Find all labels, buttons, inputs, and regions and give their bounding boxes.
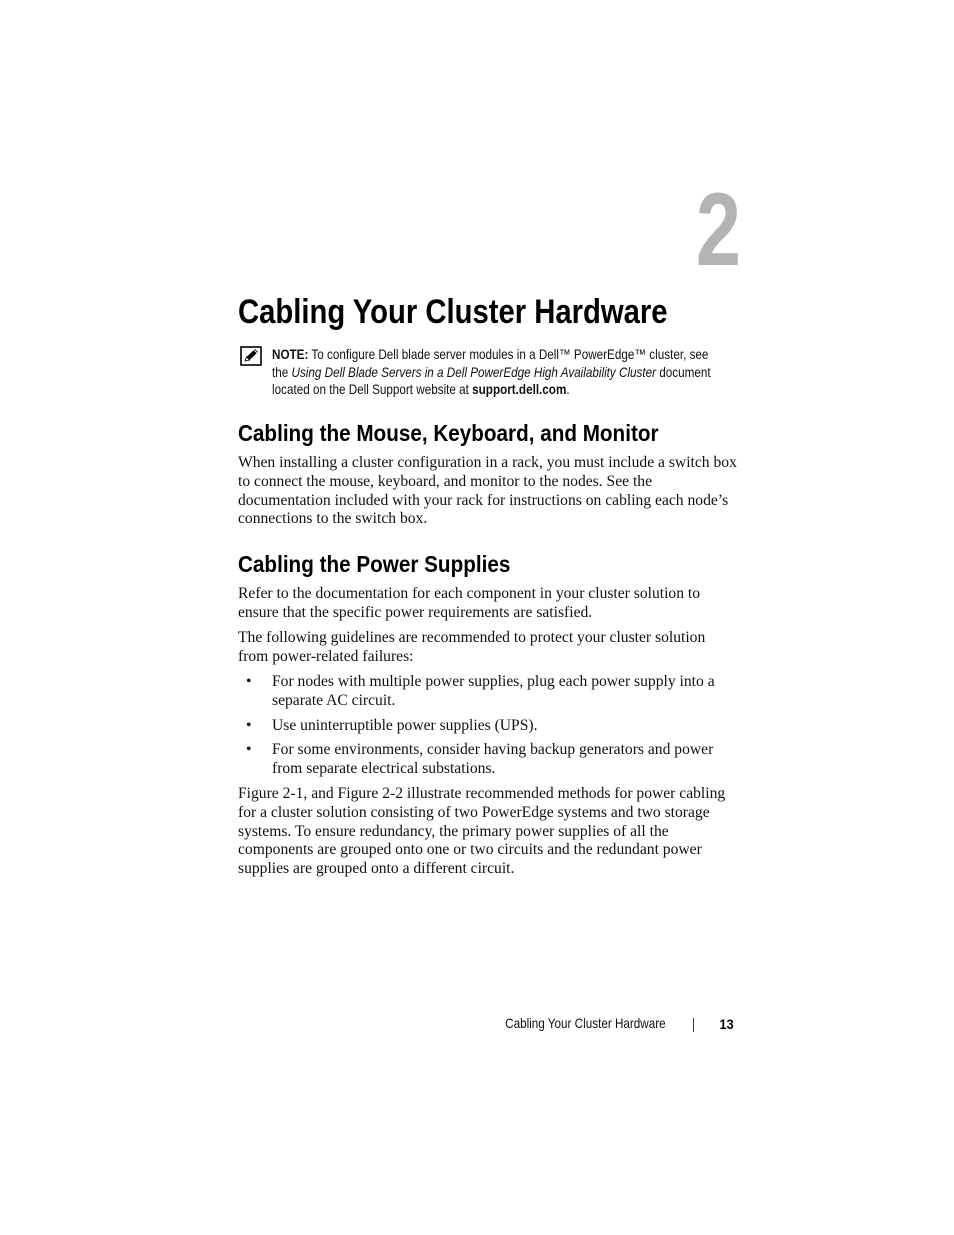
paragraph-figures: Figure 2-1, and Figure 2-2 illustrate recommended methods for power cabling for a cluster solution consisting of two PowerEdge systems and two storage systems. To ensure redundancy, the primary power supplies of all the components are grouped onto one or two circuits and the redundant power supplies are grouped onto a different circuit. <box>238 785 726 878</box>
list-item <box>238 717 738 736</box>
note-text <box>272 346 719 399</box>
paragraph-guidelines-intro: The following guidelines are recommended to protect your cluster solution from power-related failures: <box>238 629 706 665</box>
bullet-icon: • <box>246 673 252 690</box>
list-item <box>238 741 738 779</box>
list-item-text: For nodes with multiple power supplies, plug each power supply into a separate AC circuit. <box>272 673 715 709</box>
note-label: NOTE: <box>272 347 309 362</box>
section-heading-mouse-keyboard-monitor: Cabling the Mouse, Keyboard, and Monitor <box>238 420 659 446</box>
note-text-before: To configure Dell blade server modules in a Dell™ PowerEdge™ cluster, see the <box>272 347 709 380</box>
paragraph-switch-box: When installing a cluster configuration in a rack, you must include a switch box to connect the mouse, keyboard, and monitor to the nodes. See the documentation included with your rack for instructions on cabling each node’s connections to the switch box. <box>238 454 737 528</box>
list-item <box>238 673 738 711</box>
note-end: . <box>566 382 570 397</box>
bullet-icon: • <box>246 716 252 734</box>
section-heading-power-supplies: Cabling the Power Supplies <box>238 551 511 577</box>
list-item-text: For some environments, consider having backup generators and power from separate electrical substations. <box>272 741 714 778</box>
note-pencil-icon <box>240 346 262 366</box>
support-link[interactable]: support.dell.com <box>472 382 567 397</box>
list-item-text: Use uninterruptible power supplies (UPS). <box>272 716 538 734</box>
paragraph-power-requirements: Refer to the documentation for each component in your cluster solution to ensure that the specific power requirements are satisfied. <box>238 585 701 621</box>
guidelines-list <box>238 673 738 785</box>
chapter-title: Cabling Your Cluster Hardware <box>238 293 668 331</box>
note-doc-title: Using Dell Blade Servers in a Dell PowerEdge High Availability Cluster <box>291 364 657 380</box>
page-footer <box>0 1015 954 1035</box>
chapter-number: 2 <box>696 172 738 288</box>
footer-divider <box>693 1018 694 1032</box>
note-text-after: document located on the Dell Support website at <box>272 364 711 397</box>
footer-title: Cabling Your Cluster Hardware <box>505 1016 666 1031</box>
bullet-icon: • <box>246 741 252 759</box>
page-number: 13 <box>719 1016 734 1032</box>
